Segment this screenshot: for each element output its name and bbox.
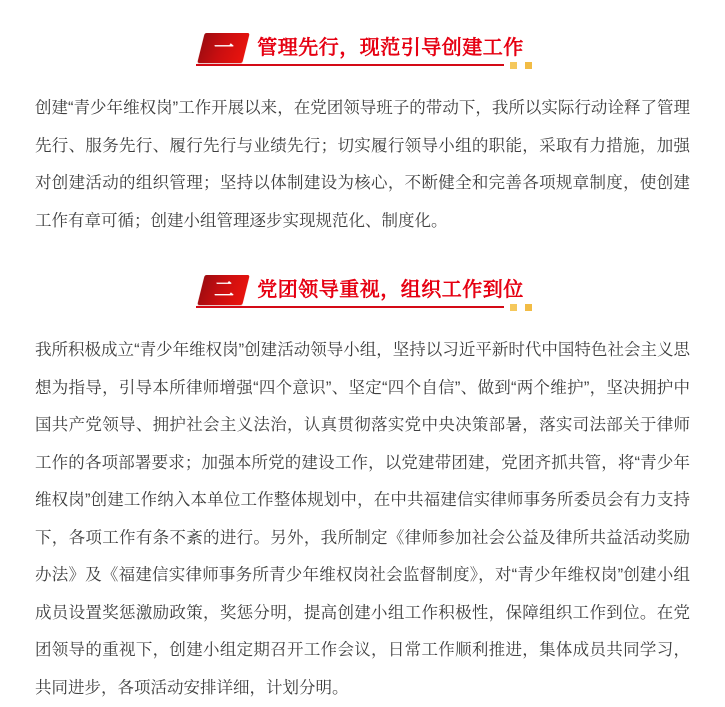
header-underline-rule — [196, 306, 504, 308]
section-1-header — [35, 33, 690, 63]
section-2-header-inner — [201, 275, 524, 305]
section-management-first — [35, 33, 690, 240]
section-number-label: 一 — [213, 37, 234, 59]
section-party-leadership — [35, 275, 690, 707]
section-number-badge — [198, 33, 250, 63]
section-2-header — [35, 275, 690, 305]
gold-square-decoration — [525, 304, 532, 311]
section-paragraph: 我所积极成立“青少年维权岗”创建活动领导小组，坚持以习近平新时代中国特色社会主义思想为指导，引导本所律师增强“四个意识”、坚定“四个自信”、做到“两个维护”，坚决拥护中国共产党领导、拥护社会主义法治，认真贯彻落实党中央决策部暑，落实司法部关于律师工作的各项部署要求；加强本所党的建设工作，以党建带团建，党团齐抓共管，将“青少年维权岗”创建工作纳入本单位工作整体规划中，在中共福建信实律师事务所委员会有力支持下，各项工作有条不紊的进行。另外，我所制定《律师参加社会公益及律所共益活动奖励办法》及《福建信实律师事务所青少年维权岗社会监督制度》，对“青少年维权岗”创建小组成员设置奖惩激励政策，奖惩分明，提高创建小组工作积极性，保障组织工作到位。在党团领导的重视下，创建小组定期召开工作会议，日常工作顺利推进，集体成员共同学习，共同进步，各项活动安排详细，计划分明。 — [35, 341, 690, 697]
section-title: 管理先行，现范引导创建工作 — [257, 37, 524, 59]
gold-square-decoration — [525, 62, 532, 69]
section-number-badge — [198, 275, 250, 305]
section-number-label: 二 — [213, 279, 234, 301]
section-paragraph: 创建“青少年维权岗”工作开展以来，在党团领导班子的带动下，我所以实际行动诠释了管理先行、服务先行、履行先行与业绩先行；切实履行领导小组的职能，采取有力措施，加强对创建活动的组织管理；坚持以体制建设为核心，不断健全和完善各项规章制度，使创建工作有章可循；创建小组管理逐步实现规范化、制度化。 — [35, 99, 690, 230]
gold-square-decoration — [510, 62, 517, 69]
section-title: 党团领导重视，组织工作到位 — [257, 279, 524, 301]
header-underline-rule — [196, 64, 504, 66]
gold-square-decoration — [510, 304, 517, 311]
section-1-header-inner — [201, 33, 524, 63]
